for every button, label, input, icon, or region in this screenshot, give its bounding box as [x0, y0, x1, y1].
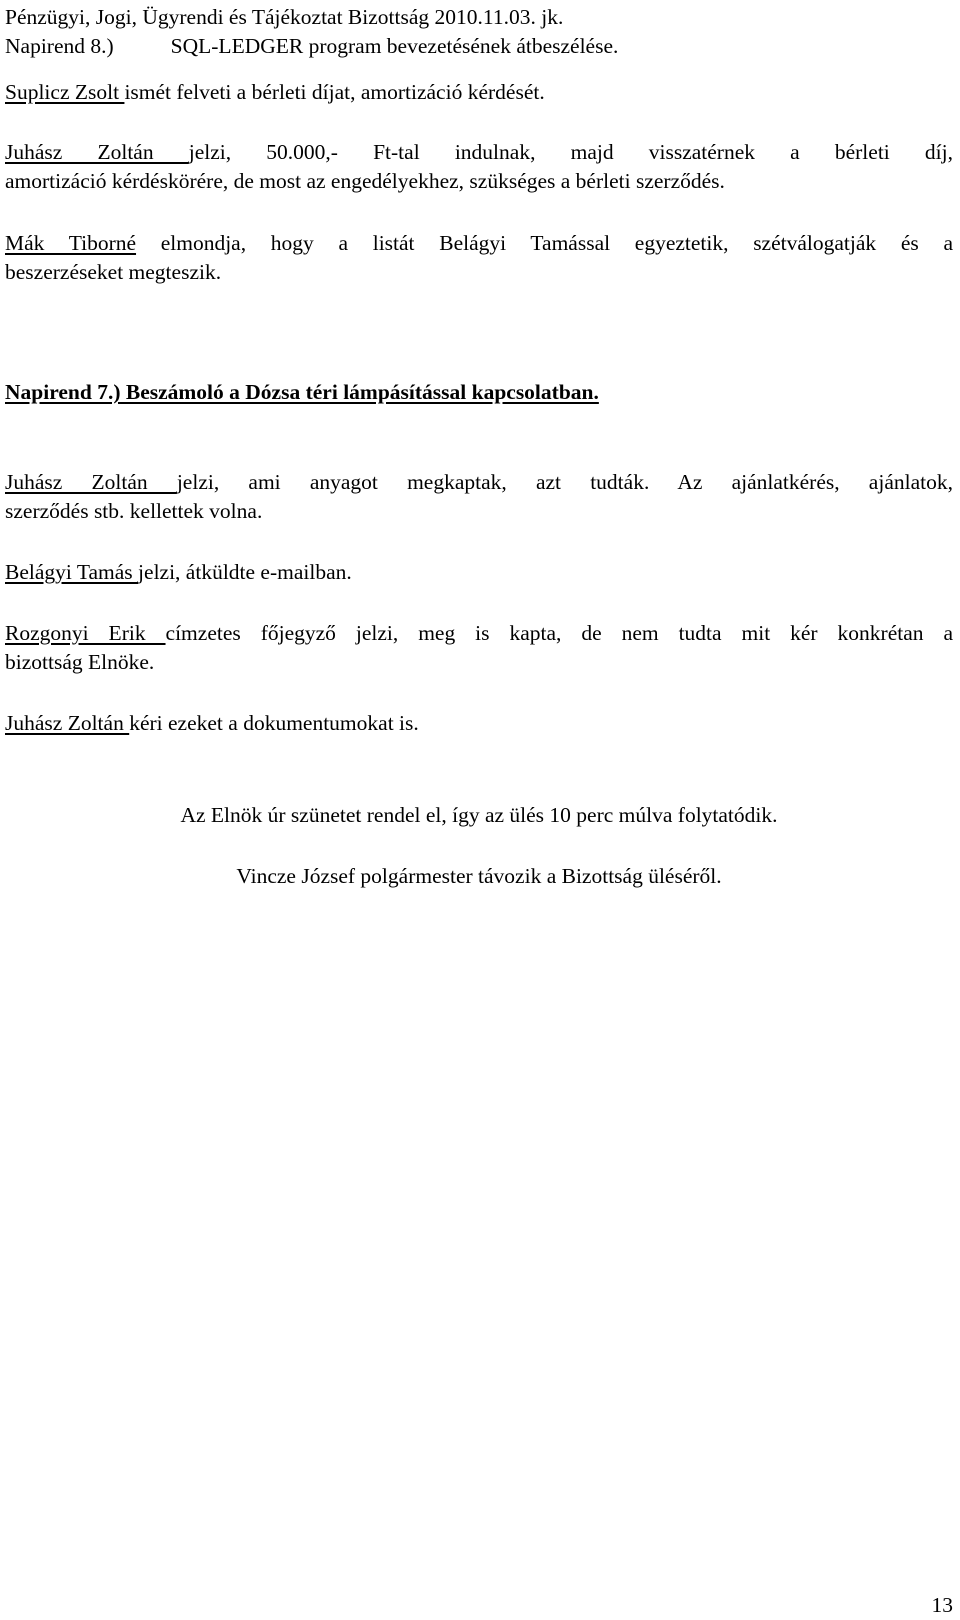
- paragraph-text: jelzi, 50.000,- Ft-tal indulnak, majd visszatérnek a bérleti díj,: [188, 140, 953, 164]
- centered-note-break: Az Elnök úr szünetet rendel el, így az ülés 10 perc múlva folytatódik.: [180, 803, 778, 827]
- section-heading: [5, 377, 599, 407]
- header-agenda-line: [5, 31, 618, 61]
- paragraph-text: címzetes főjegyző jelzi, meg is kapta, de nem tudta mit kér konkrétan a: [165, 621, 953, 645]
- paragraph-juhasz-2-line-1: [5, 467, 953, 497]
- paragraph-juhasz-3: [5, 708, 419, 738]
- paragraph-rozgonyi-line-1: [5, 618, 953, 648]
- centered-note-departure: Vincze József polgármester távozik a Bizottság üléséről.: [236, 864, 722, 888]
- speaker-name: Suplicz Zsolt: [5, 80, 125, 104]
- speaker-name: Juhász Zoltán: [5, 140, 189, 164]
- paragraph-juhasz-1-line-2: amortizáció kérdéskörére, de most az engedélyekhez, szükséges a bérleti szerződés.: [5, 169, 725, 193]
- paragraph-juhasz-1-line-1: [5, 137, 953, 167]
- header-title: Pénzügyi, Jogi, Ügyrendi és Tájékoztat Bizottság 2010.11.03. jk.: [5, 5, 564, 29]
- paragraph-text: elmondja, hogy a listát Belágyi Tamással egyeztetik, szétválogatják és a: [136, 231, 954, 255]
- agenda-label: Napirend 8.): [5, 34, 114, 58]
- paragraph-mak-line-1: [5, 228, 953, 258]
- speaker-name: Rozgonyi Erik: [5, 621, 166, 645]
- speaker-name: Belágyi Tamás: [5, 560, 139, 584]
- paragraph-rozgonyi-line-2: bizottság Elnöke.: [5, 650, 155, 674]
- document-page: [5, 0, 953, 1617]
- paragraph-text: jelzi, ami anyagot megkaptak, azt tudták. Az ajánlatkérés, ajánlatok,: [176, 470, 953, 494]
- paragraph-juhasz-2-line-2: szerződés stb. kellettek volna.: [5, 499, 263, 523]
- paragraph-suplicz: [5, 77, 545, 107]
- section-title: Beszámoló a Dózsa téri lámpásítással kapcsolatban.: [120, 380, 599, 404]
- paragraph-belagyi: [5, 557, 352, 587]
- paragraph-text: ismét felveti a bérleti díjat, amortizáció kérdését.: [124, 80, 545, 104]
- agenda-topic: SQL-LEDGER program bevezetésének átbeszélése.: [170, 34, 619, 58]
- speaker-name: Juhász Zoltán: [5, 470, 177, 494]
- paragraph-mak-line-2: beszerzéseket megteszik.: [5, 260, 222, 284]
- speaker-name: Mák Tiborné: [5, 231, 137, 255]
- paragraph-text: kéri ezeket a dokumentumokat is.: [129, 711, 419, 735]
- page-number: 13: [931, 1593, 953, 1617]
- paragraph-text: jelzi, átküldte e-mailban.: [138, 560, 352, 584]
- section-label: Napirend 7.): [5, 380, 121, 404]
- speaker-name: Juhász Zoltán: [5, 711, 130, 735]
